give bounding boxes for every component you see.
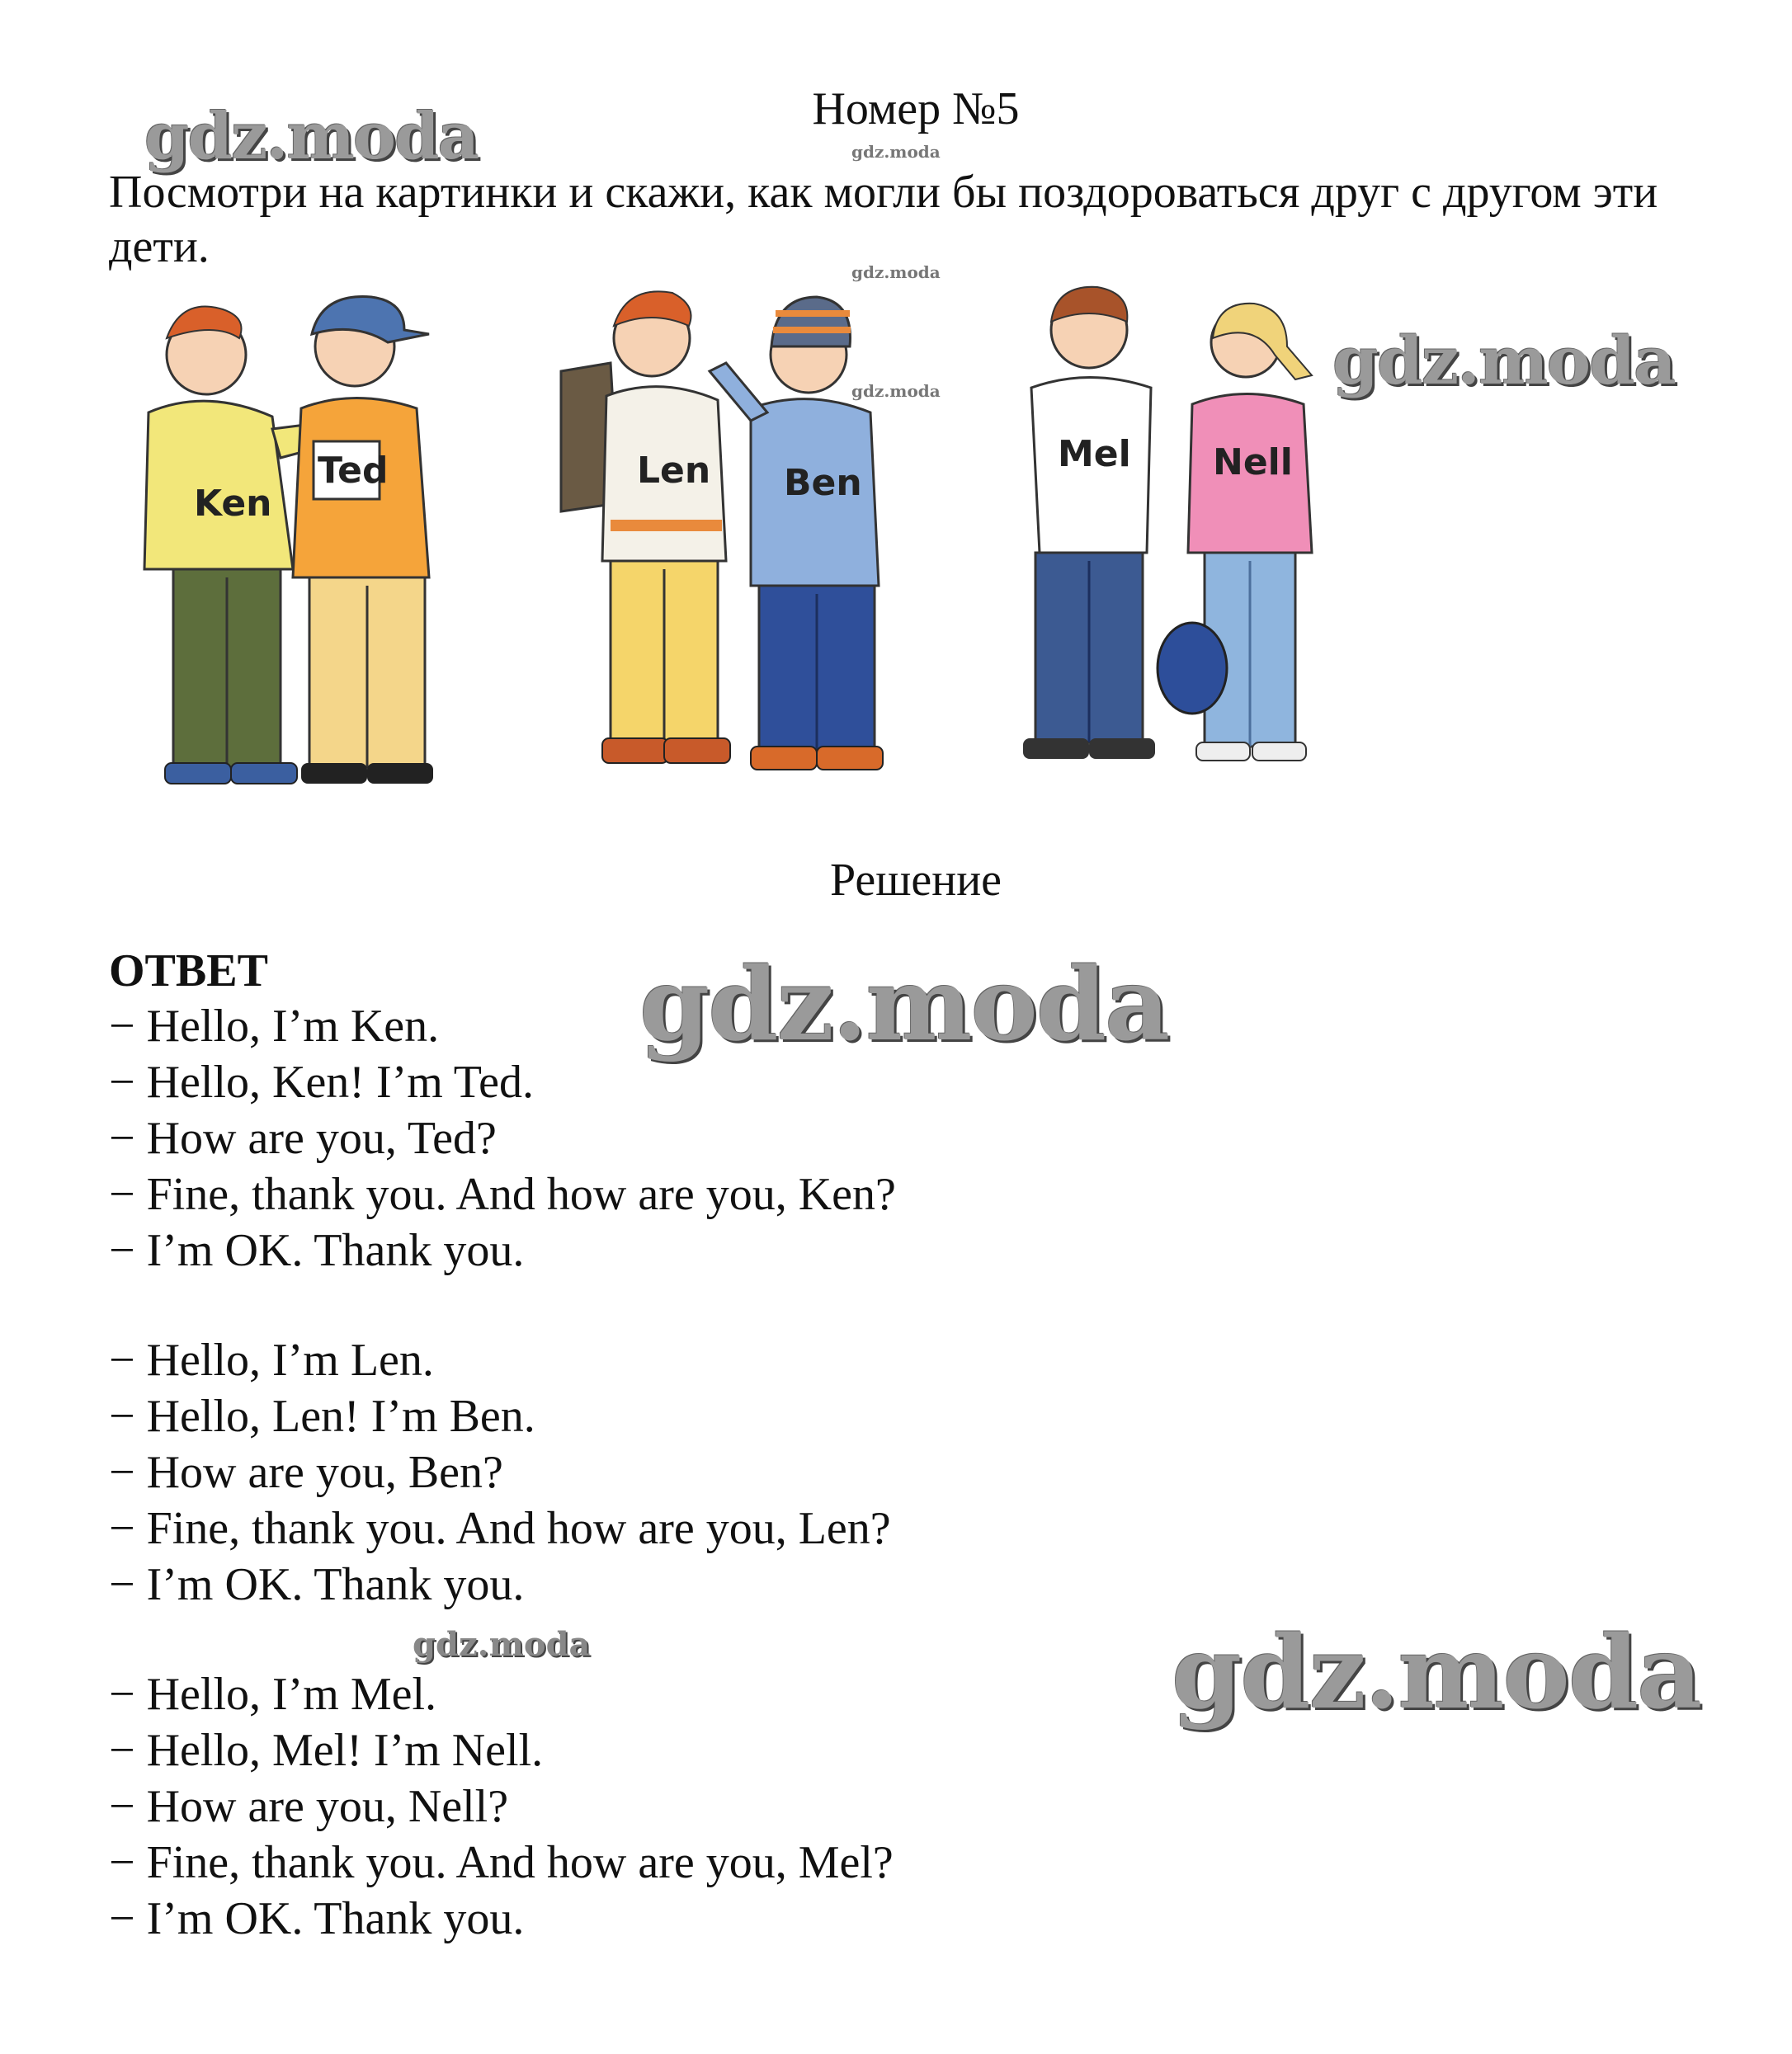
name-tag-nell: Nell: [1213, 441, 1293, 483]
dialogue-line: − I’m OK. Thank you.: [109, 1559, 525, 1610]
children-illustration: [116, 280, 1370, 808]
dialogue-line: − I’m OK. Thank you.: [109, 1225, 525, 1276]
name-tag-len: Len: [637, 450, 711, 492]
dialogue-line: − How are you, Ben?: [109, 1447, 503, 1498]
watermark-logo: gdz.moda: [639, 945, 1169, 1063]
dialogue-mel-nell: [109, 1666, 894, 1947]
child-ted: [293, 297, 433, 784]
solution-heading: Решение: [829, 855, 1002, 906]
name-tag-mel: Mel: [1058, 433, 1131, 475]
child-ben: [710, 297, 883, 770]
dialogue-line: − Hello, I’m Mel.: [109, 1669, 437, 1720]
dialogue-line: − Hello, Ken! I’m Ted.: [109, 1057, 534, 1108]
watermark-logo: gdz.moda: [144, 99, 479, 174]
watermark-small: gdz.moda: [851, 381, 941, 401]
watermark-small: gdz.moda: [851, 262, 941, 282]
task-text: Посмотри на картинки и скажи, как могли бы поздороваться друг с другом эти дети.: [109, 167, 1658, 272]
dialogue-ken-ted: [109, 998, 896, 1279]
watermark-logo: gdz.moda: [1172, 1613, 1701, 1731]
page-title: Номер №5: [812, 83, 1020, 134]
dialogue-line: − Fine, thank you. And how are you, Mel?: [109, 1837, 894, 1888]
watermark-logo: gdz.moda: [1332, 322, 1675, 399]
dialogue-line: − How are you, Ted?: [109, 1113, 497, 1164]
watermark-small: gdz.moda: [851, 142, 941, 162]
name-tag-ben: Ben: [784, 462, 862, 504]
name-tag-ken: Ken: [194, 483, 272, 525]
watermark-medium: gdz.moda: [413, 1625, 591, 1664]
child-len: [561, 291, 730, 763]
answer-label: ОТВЕТ: [109, 945, 268, 996]
dialogue-line: − Hello, I’m Len.: [109, 1335, 434, 1386]
dialogue-line: − Hello, I’m Ken.: [109, 1001, 440, 1052]
child-nell: [1158, 304, 1312, 761]
dialogue-line: − I’m OK. Thank you.: [109, 1893, 525, 1944]
dialogue-line: − Fine, thank you. And how are you, Len?: [109, 1503, 891, 1554]
name-tag-ted: Ted: [318, 450, 389, 492]
dialogue-line: − Fine, thank you. And how are you, Ken?: [109, 1169, 896, 1220]
dialogue-len-ben: [109, 1332, 891, 1613]
dialogue-line: − How are you, Nell?: [109, 1781, 509, 1832]
dialogue-line: − Hello, Len! I’m Ben.: [109, 1391, 535, 1442]
child-mel: [1023, 287, 1155, 759]
dialogue-line: − Hello, Mel! I’m Nell.: [109, 1725, 544, 1776]
